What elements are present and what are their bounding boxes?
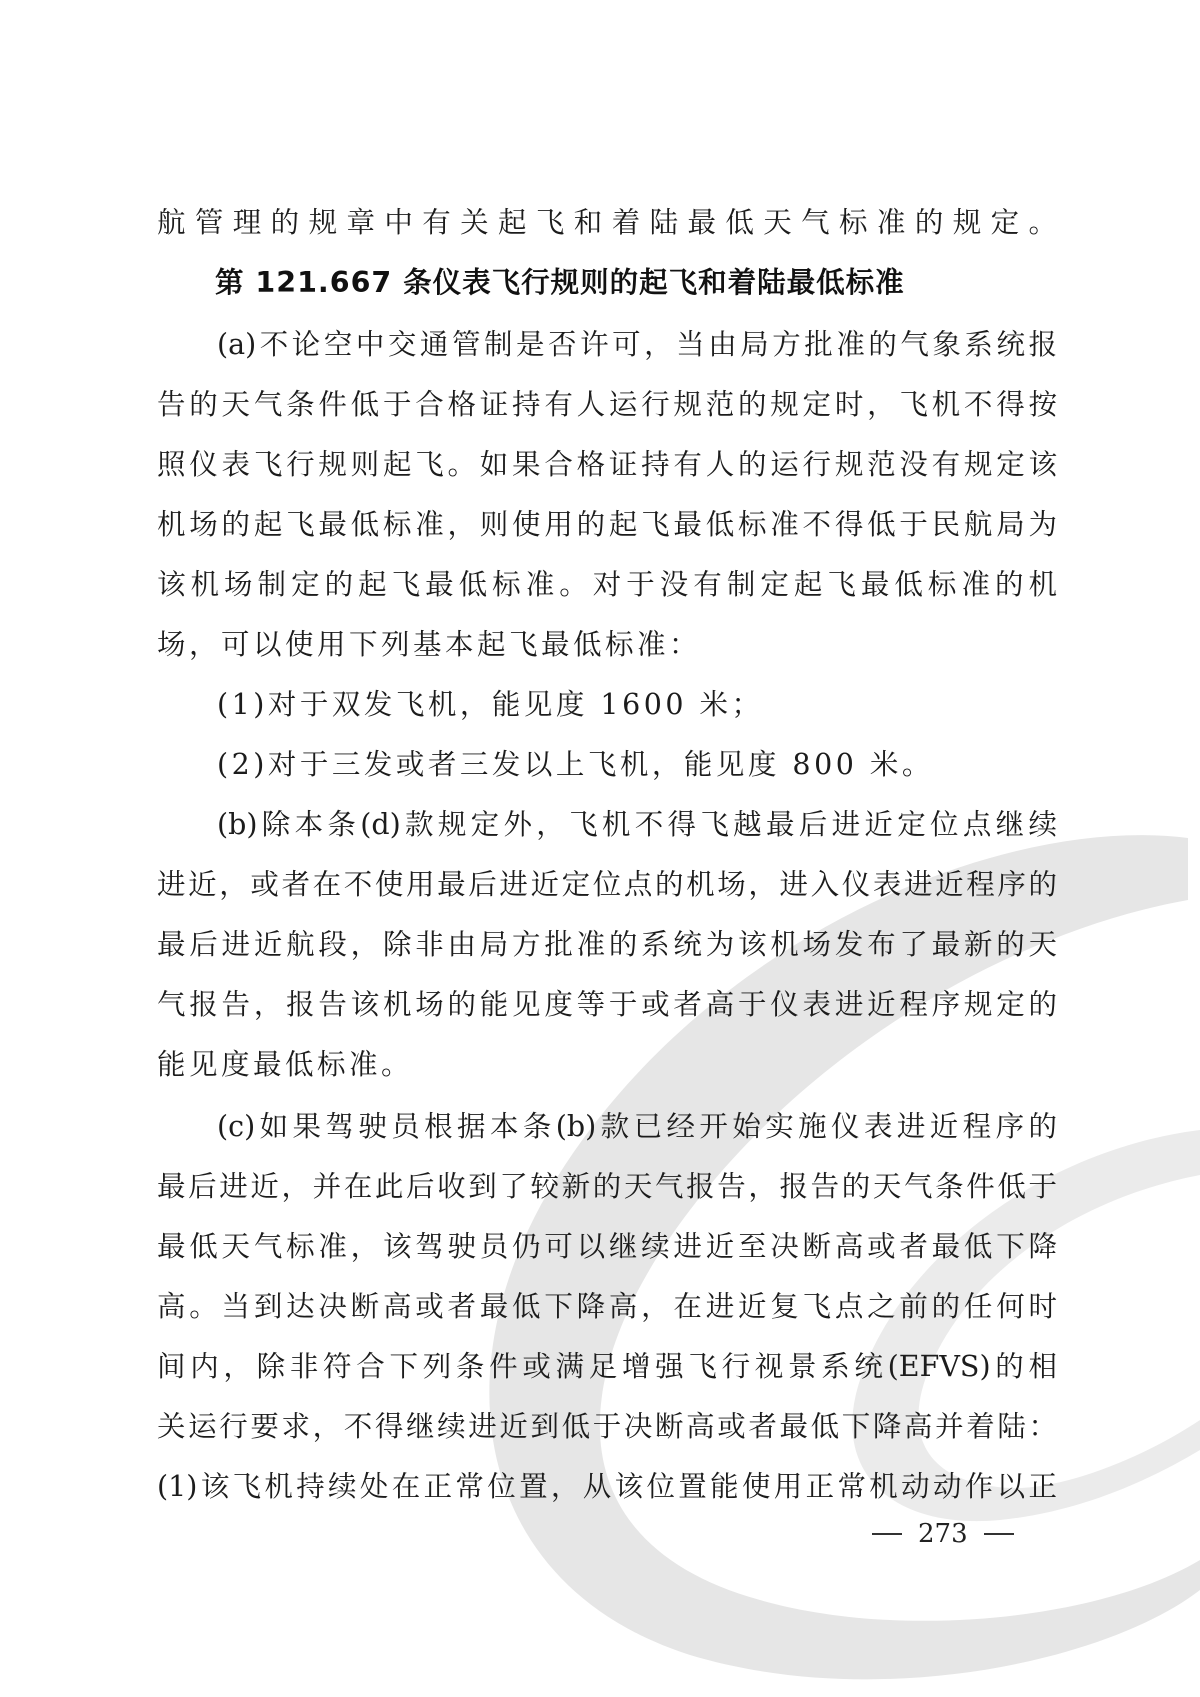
page-number-dash-left	[872, 1533, 902, 1535]
item-a2: (2)对于三发或者三发以上飞机，能见度 800 米。	[217, 748, 934, 781]
paragraph-b-line-1: (b)除本条(d)款规定外，飞机不得飞越最后进近定位点继续	[217, 808, 1057, 841]
paragraph-b-line-2: 进近，或者在不使用最后进近定位点的机场，进入仪表进近程序的	[157, 868, 1057, 901]
paragraph-c-line-6: 关运行要求，不得继续进近到低于决断高或者最低下降高并着陆：	[157, 1410, 1057, 1443]
paragraph-a-line-4: 机场的起飞最低标准，则使用的起飞最低标准不得低于民航局为	[157, 508, 1057, 541]
item-c1: (1)该飞机持续处在正常位置，从该位置能使用正常机动动作以正	[157, 1470, 1057, 1503]
item-a1: (1)对于双发飞机，能见度 1600 米；	[217, 688, 764, 721]
paragraph-c-line-2: 最后进近，并在此后收到了较新的天气报告，报告的天气条件低于	[157, 1170, 1057, 1203]
paragraph-a-line-6: 场，可以使用下列基本起飞最低标准：	[157, 628, 702, 661]
paragraph-b-line-3: 最后进近航段，除非由局方批准的系统为该机场发布了最新的天	[157, 928, 1057, 961]
paragraph-c-line-5: 间内，除非符合下列条件或满足增强飞行视景系统(EFVS)的相	[157, 1350, 1057, 1383]
page-number: 273	[918, 1519, 968, 1549]
paragraph-c-line-1: (c)如果驾驶员根据本条(b)款已经开始实施仪表进近程序的	[217, 1110, 1057, 1143]
paragraph-a-line-2: 告的天气条件低于合格证持有人运行规范的规定时，飞机不得按	[157, 388, 1057, 421]
paragraph-a-line-1: (a)不论空中交通管制是否许可，当由局方批准的气象系统报	[217, 328, 1057, 361]
continuation-line: 航管理的规章中有关起飞和着陆最低天气标准的规定。	[157, 206, 1057, 239]
section-heading: 第 121.667 条仪表飞行规则的起飞和着陆最低标准	[215, 266, 905, 299]
page-number-footer	[872, 1514, 1032, 1554]
paragraph-a-line-3: 照仪表飞行规则起飞。如果合格证持有人的运行规范没有规定该	[157, 448, 1057, 481]
paragraph-b-line-4: 气报告，报告该机场的能见度等于或者高于仪表进近程序规定的	[157, 988, 1057, 1021]
paragraph-a-line-5: 该机场制定的起飞最低标准。对于没有制定起飞最低标准的机	[157, 568, 1057, 601]
paragraph-c-line-3: 最低天气标准，该驾驶员仍可以继续进近至决断高或者最低下降	[157, 1230, 1057, 1263]
paragraph-b-line-5: 能见度最低标准。	[157, 1048, 414, 1081]
page-number-dash-right	[984, 1533, 1014, 1535]
paragraph-c-line-4: 高。当到达决断高或者最低下降高，在进近复飞点之前的任何时	[157, 1290, 1057, 1323]
